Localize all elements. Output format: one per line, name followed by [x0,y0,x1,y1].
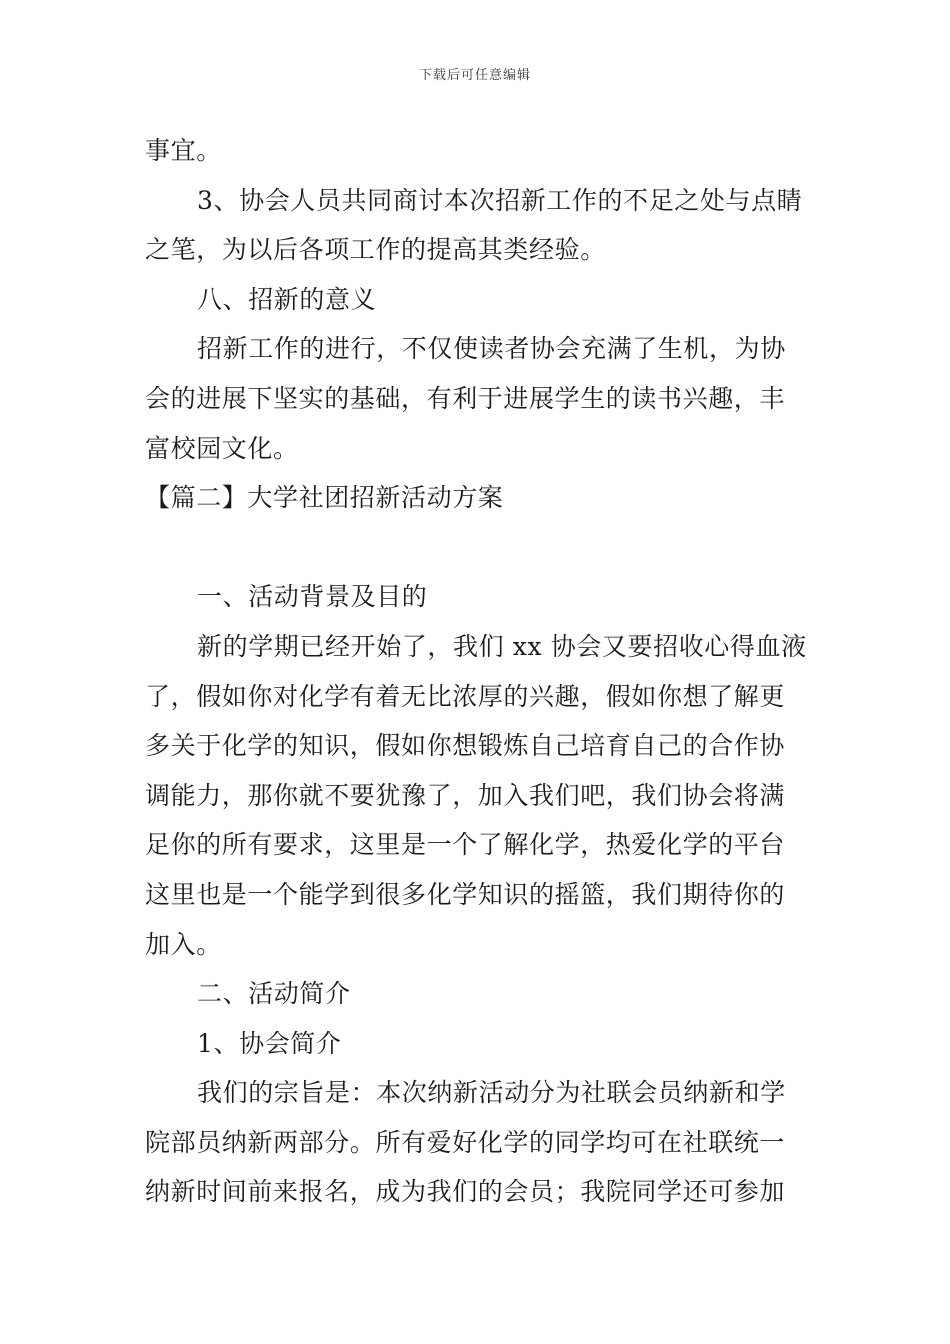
text-line: 招新工作的进行，不仅使读者协会充满了生机，为协 [197,334,786,364]
text-line: 纳新时间前来报名，成为我们的会员；我院同学还可参加 [145,1177,786,1207]
page-header: 下载后可任意编辑 [418,68,531,83]
blank-line [145,523,807,573]
text-line: 足你的所有要求，这里是一个了解化学，热爱化学的平台 [145,830,786,860]
text-line: 调能力，那你就不要犹豫了，加入我们吧，我们协会将满 [145,780,786,810]
section-heading: 八、招新的意义 [197,284,377,314]
text-line: 了，假如你对化学有着无比浓厚的兴趣，假如你想了解更 [145,681,786,711]
text-line: 新的学期已经开始了，我们 xx 协会又要招收心得血液 [197,631,807,661]
text-line: 事宜。 [145,136,222,165]
subsection-heading: 1、协会简介 [197,1028,342,1058]
text-line: 之笔，为以后各项工作的提高其类经验。 [145,235,606,265]
text-line: 我们的宗旨是：本次纳新活动分为社联会员纳新和学 [197,1078,786,1108]
section-heading: 二、活动简介 [197,979,351,1009]
document-body [145,126,807,1217]
text-line: 会的进展下坚实的基础，有利于进展学生的读书兴趣，丰 [145,383,786,413]
text-line: 富校园文化。 [145,433,299,463]
text-line: 多关于化学的知识，假如你想锻炼自己培育自己的合作协 [145,731,786,761]
text-line: 3、协会人员共同商讨本次招新工作的不足之处与点睛 [197,185,803,215]
section-heading: 一、活动背景及目的 [197,582,428,612]
text-line: 院部员纳新两部分。所有爱好化学的同学均可在社联统一 [145,1127,786,1157]
part-title: 【篇二】大学社团招新活动方案 [145,483,504,513]
text-line: 这里也是一个能学到很多化学知识的摇篮，我们期待你的 [145,879,786,909]
text-line: 加入。 [145,929,222,959]
